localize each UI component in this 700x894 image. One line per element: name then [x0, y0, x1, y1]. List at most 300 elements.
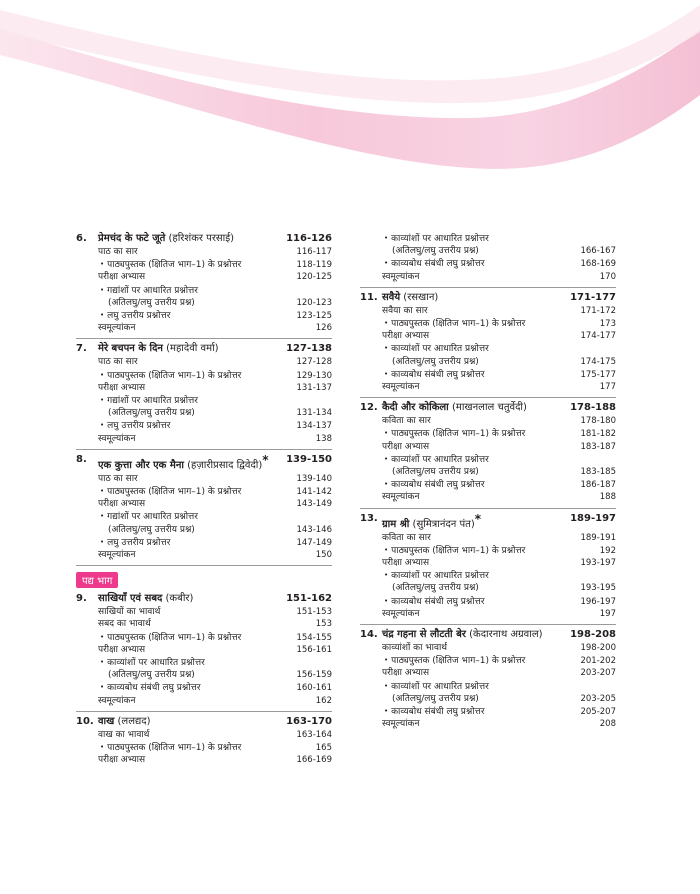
chapter-author: (हरिशंकर परसाई) [165, 233, 235, 244]
toc-entry-text [360, 569, 580, 594]
bullet-icon: • [100, 396, 105, 405]
toc-entry [76, 631, 332, 644]
toc-entry-label: लघु उत्तरीय प्रश्नोत्तर [107, 537, 171, 548]
toc-entry-page: 171-172 [580, 305, 616, 316]
bullet-icon: • [100, 487, 105, 496]
toc-entry [360, 667, 616, 679]
chapter-author: (हज़ारीप्रसाद द्विवेदी) [183, 459, 263, 471]
toc-entry-page: 143-146 [296, 524, 332, 535]
chapter-pages: 163-170 [286, 715, 332, 727]
toc-entry-text [76, 433, 316, 445]
bullet-icon: • [384, 681, 389, 690]
toc-entry-page: 201-202 [580, 656, 616, 667]
toc-entry-page: 205-207 [580, 707, 616, 718]
toc-entry-text [360, 427, 580, 440]
bullet-icon: • [384, 656, 389, 665]
toc-entry [76, 369, 332, 382]
toc-entry-page: 131-134 [296, 408, 332, 419]
toc-entry-page: 181-182 [580, 429, 616, 440]
chapter-12 [360, 398, 616, 508]
toc-right-column [360, 232, 616, 735]
toc-entry [360, 608, 616, 620]
chapter-title-text: वाख [98, 715, 115, 727]
bullet-icon: • [100, 658, 105, 667]
toc-entry-label: काव्यांशों पर आधारित प्रश्नोत्तर (अतिलघु/लघ उत्तरीय प्रश्न) [391, 454, 489, 478]
toc-entry [76, 681, 332, 694]
toc-entry [76, 606, 332, 618]
chapter-7 [76, 339, 332, 449]
chapter-13 [360, 509, 616, 625]
chapter-number: 10. [76, 715, 94, 727]
toc-entry-text [360, 608, 600, 620]
toc-entry-label: परीक्षा अभ्यास [382, 441, 430, 452]
toc-entry-page: 126 [315, 323, 332, 334]
bullet-icon: • [384, 545, 389, 554]
toc-entry-text [360, 305, 580, 317]
toc-entry-text [360, 271, 600, 283]
toc-entry-text [360, 667, 580, 679]
toc-entry-page: 134-137 [296, 421, 332, 432]
toc-entry [360, 427, 616, 440]
toc-entry-page: 166-167 [580, 246, 616, 257]
toc-entry-page: 139-140 [296, 473, 332, 484]
toc-entry-label: परीक्षा अभ्यास [98, 272, 146, 283]
toc-entry-text [360, 453, 580, 478]
toc-entry-label: पाठ्यपुस्तक (क्षितिज भाग–1) के प्रश्नोत्तर [107, 743, 242, 754]
toc-entry-page: 120-123 [296, 297, 332, 308]
toc-entry-text [76, 485, 296, 498]
toc-entry [76, 258, 332, 271]
toc-entry-text [360, 680, 580, 705]
toc-entry-label: लघु उत्तरीय प्रश्नोत्तर [107, 311, 171, 322]
toc-entry-label: काव्यबोध संबंधी लघु प्रश्नोत्तर [107, 683, 201, 694]
bullet-icon: • [384, 344, 389, 353]
toc-entry-label: काव्यांशों पर आधारित प्रश्नोत्तर (अतिलघु/लघु उत्तरीय प्रश्न) [391, 681, 489, 704]
chapter-number: 7. [76, 343, 87, 355]
toc-entry [360, 569, 616, 594]
toc-entry-label: परीक्षा अभ्यास [382, 558, 430, 569]
toc-entry-label: स्वमूल्यांकन [382, 719, 420, 730]
toc-entry-text [76, 258, 296, 271]
toc-entry-page: 143-149 [296, 499, 332, 510]
toc-entry-text [360, 595, 580, 608]
toc-entry-label: स्वमूल्यांकन [98, 323, 136, 334]
toc-entry-label: सवैया का सार [382, 305, 428, 316]
toc-entry-label: काव्यांशों पर आधारित प्रश्नोत्तर (अतिलघु/लघु उत्तरीय प्रश्न) [107, 658, 205, 681]
chapter-title-text: चंद्र गहना से लौटती बेर [382, 629, 466, 641]
toc-entry-page: 127-128 [296, 357, 332, 368]
chapter-heading [360, 628, 616, 642]
toc-entry-page: 208 [599, 719, 616, 730]
toc-entry-label: कविता का सार [382, 416, 431, 427]
toc-entry-page: 151-153 [296, 607, 332, 618]
toc-entry-text [76, 695, 316, 707]
toc-entry [360, 317, 616, 330]
toc-entry-label: पाठ्यपुस्तक (क्षितिज भाग–1) के प्रश्नोत्तर [391, 656, 526, 667]
toc-entry [360, 415, 616, 427]
toc-entry-label: काव्यांशों पर आधारित प्रश्नोत्तर (अतिलघु/लघु उत्तरीय प्रश्न) [391, 344, 489, 367]
toc-entry [360, 368, 616, 381]
toc-entry-page: 192 [599, 545, 616, 556]
toc-entry-page: 174-177 [580, 331, 616, 342]
toc-entry-page: 173 [599, 319, 616, 330]
chapter-title-text: मेरे बचपन के दिन [98, 343, 163, 355]
toc-entry-page: 131-137 [296, 382, 332, 393]
toc-entry [76, 618, 332, 630]
chapter-number: 11. [360, 291, 378, 303]
toc-entry-page: 168-169 [580, 259, 616, 270]
toc-entry-text [76, 741, 316, 754]
toc-entry [76, 754, 332, 766]
toc-entry-label: काव्यबोध संबंधी लघु प्रश्नोत्तर [391, 596, 485, 607]
chapter-heading [360, 291, 616, 305]
toc-entry-page: 170 [599, 271, 616, 282]
toc-entry-page: 166-169 [296, 755, 332, 766]
toc-entry-label: पाठ्यपुस्तक (क्षितिज भाग–1) के प्रश्नोत्तर [107, 370, 242, 381]
toc-entry-text [76, 246, 296, 258]
toc-entry-text [76, 754, 296, 766]
toc-entry-page: 129-130 [296, 370, 332, 381]
bullet-icon: • [100, 683, 105, 692]
chapter-heading [76, 592, 332, 606]
chapter-author: (रसखान) [400, 291, 439, 303]
toc-entry [360, 478, 616, 491]
toc-entry-page: 118-119 [296, 260, 332, 271]
toc-entry [360, 654, 616, 667]
toc-entry-text [76, 419, 296, 432]
toc-entry-text [76, 644, 296, 656]
toc-entry-label: पाठ्यपुस्तक (क्षितिज भाग–1) के प्रश्नोत्तर [107, 632, 242, 643]
toc-entry-page: 175-177 [580, 369, 616, 380]
toc-entry-page: 154-155 [296, 632, 332, 643]
chapter-author: (माखनलाल चतुर्वेदी) [448, 402, 527, 414]
toc-entry-text [360, 491, 600, 503]
toc-entry-label: काव्यांशों पर आधारित प्रश्नोत्तर (अतिलघु/लघु उत्तरीय प्रश्न) [391, 234, 489, 257]
chapter-title-text: प्रेमचंद के फटे जूते [98, 233, 166, 244]
chapter-number: 8. [76, 453, 87, 465]
toc-entry-label: गद्यांशों पर आधारित प्रश्नोत्तर (अतिलघु/लघु उत्तरीय प्रश्न) [107, 396, 198, 419]
toc-entry-label: पाठ का सार [98, 357, 138, 368]
toc-entry-label: स्वमूल्यांकन [382, 382, 420, 393]
toc-entry-label: काव्यांशों का भावार्थ [382, 643, 448, 654]
chapter-6 [76, 232, 332, 339]
toc-entry [76, 433, 332, 445]
toc-entry-text [360, 705, 580, 718]
toc-entry [76, 382, 332, 394]
toc-entry-page: 203-207 [580, 668, 616, 679]
chapter-14 [360, 625, 616, 734]
toc-entry-label: स्वमूल्यांकन [98, 695, 136, 706]
toc-entry-label: पाठ्यपुस्तक (क्षितिज भाग–1) के प्रश्नोत्तर [107, 487, 242, 498]
toc-entry-text [76, 656, 296, 681]
toc-entry-label: पाठ्यपुस्तक (क्षितिज भाग–1) के प्रश्नोत्तर [391, 429, 526, 440]
chapter-title [382, 291, 570, 305]
toc-entry-label: कविता का सार [382, 532, 431, 543]
toc-entry-label: लघु उत्तरीय प्रश्नोत्तर [107, 421, 171, 432]
toc-entry [76, 473, 332, 485]
toc-entry [360, 441, 616, 453]
toc-entry-label: गद्यांशों पर आधारित प्रश्नोत्तर (अतिलघु/लघु उत्तरीय प्रश्न) [107, 285, 198, 308]
toc-entry-label: स्वमूल्यांकन [382, 492, 420, 503]
toc-entry-page: 138 [315, 433, 332, 444]
toc-entry [360, 557, 616, 569]
toc-entry-text [76, 549, 316, 561]
toc-entry-page: 188 [599, 492, 616, 503]
toc-entry-text [76, 606, 296, 618]
toc-entry-label: स्वमूल्यांकन [98, 550, 136, 561]
chapter-title-text: ग्राम श्री [382, 518, 410, 530]
toc-entry-page: 116-117 [296, 247, 332, 257]
toc-entry [360, 453, 616, 478]
toc-entry [360, 342, 616, 367]
toc-entry [76, 322, 332, 334]
bullet-icon: • [384, 571, 389, 580]
toc-entry-text [360, 478, 580, 491]
toc-entry-text [360, 532, 580, 544]
toc-entry-page: 120-125 [296, 272, 332, 283]
toc-entry [360, 680, 616, 705]
toc-entry-text [76, 681, 296, 694]
toc-entry [360, 718, 616, 730]
chapter-title [382, 401, 570, 415]
toc-entry-page: 123-125 [296, 311, 332, 322]
toc-entry-text [76, 284, 296, 309]
toc-left-column [76, 232, 332, 771]
chapter-heading [76, 453, 332, 473]
toc-entry-text [76, 309, 296, 322]
section-label-poetry: पद्य भाग [76, 572, 118, 588]
chapter-8 [76, 450, 332, 566]
bullet-icon: • [100, 370, 105, 379]
toc-entry-text [76, 382, 296, 394]
toc-entry-page: 147-149 [296, 537, 332, 548]
toc-entry-label: गद्यांशों पर आधारित प्रश्नोत्तर (अतिलघु/लघु उत्तरीय प्रश्न) [107, 512, 198, 535]
toc-entry [76, 656, 332, 681]
chapter-heading [76, 342, 332, 356]
toc-entry-page: 153 [315, 619, 332, 630]
toc-entry [76, 644, 332, 656]
chapter-pages: 151-162 [286, 593, 332, 605]
bullet-icon: • [100, 421, 105, 430]
chapter-title [382, 512, 570, 532]
toc-entry-page: 160-161 [296, 683, 332, 694]
toc-entry-text [360, 257, 580, 270]
chapter-title [98, 342, 286, 356]
toc-entry-page: 183-187 [580, 441, 616, 452]
bullet-icon: • [100, 512, 105, 521]
toc-entry [360, 271, 616, 283]
chapter-title [98, 592, 286, 606]
chapter-author: (सुमित्रानंदन पंत) [409, 518, 475, 530]
chapter-title-text: एक कुत्ता और एक मैना [98, 459, 184, 471]
toc-entry [360, 491, 616, 503]
toc-entry [360, 330, 616, 342]
chapter-title-text: सवैये [382, 291, 401, 303]
toc-entry [360, 305, 616, 317]
toc-entry-label: काव्यांशों पर आधारित प्रश्नोत्तर (अतिलघु/लघु उत्तरीय प्रश्न) [391, 571, 489, 594]
toc-entry-text [76, 473, 296, 485]
chapter-heading [76, 715, 332, 729]
chapter-pages: 127-138 [286, 343, 332, 355]
toc-entry-text [360, 441, 580, 453]
toc-entry-label: वाख का भावार्थ [98, 729, 150, 740]
toc-entry [76, 729, 332, 741]
toc-entry-label: परीक्षा अभ्यास [98, 499, 146, 510]
toc-entry-page: 198-200 [580, 643, 616, 654]
toc-entry-text [76, 322, 316, 334]
chapter-9 [76, 592, 332, 712]
toc-entry-page: 156-159 [296, 670, 332, 681]
toc-entry [76, 510, 332, 535]
toc-entry [76, 271, 332, 283]
toc-entry-text [360, 330, 580, 342]
toc-entry [360, 544, 616, 557]
bullet-icon: • [100, 260, 105, 269]
toc-entry-label: परीक्षा अभ्यास [98, 755, 146, 766]
toc-entry [360, 232, 616, 257]
toc-entry-page: 193-197 [580, 558, 616, 569]
asterisk-mark: * [262, 452, 269, 467]
toc-entry-label: काव्यबोध संबंधी लघु प्रश्नोत्तर [391, 707, 485, 718]
chapter-heading [360, 401, 616, 415]
chapter-number: 14. [360, 629, 378, 641]
toc-entry-text [360, 232, 580, 257]
chapter-number: 13. [360, 512, 378, 524]
toc-entry-text [76, 369, 296, 382]
chapter-number: 9. [76, 593, 87, 605]
toc-entry [76, 394, 332, 419]
chapter-heading [76, 232, 332, 246]
chapter-number: 6. [76, 233, 87, 244]
toc-entry-text [76, 271, 296, 283]
toc-entry [76, 695, 332, 707]
toc-entry-label: पाठ्यपुस्तक (क्षितिज भाग–1) के प्रश्नोत्तर [391, 319, 526, 330]
bullet-icon: • [100, 632, 105, 641]
toc-entry-text [360, 654, 580, 667]
chapter-11 [360, 288, 616, 398]
toc-entry [76, 356, 332, 368]
toc-entry [360, 532, 616, 544]
toc-entry-label: सबद का भावार्थ [98, 619, 151, 630]
toc-entry [76, 419, 332, 432]
toc-entry [76, 284, 332, 309]
bullet-icon: • [384, 319, 389, 328]
toc-entry [360, 595, 616, 608]
chapter-title [98, 232, 286, 246]
bullet-icon: • [100, 285, 105, 294]
toc-entry-text [76, 498, 296, 510]
toc-entry-label: काव्यबोध संबंधी लघु प्रश्नोत्तर [391, 369, 485, 380]
chapter-pages: 171-177 [570, 291, 616, 303]
toc-entry-label: स्वमूल्यांकन [382, 271, 420, 282]
toc-entry-text [76, 510, 296, 535]
toc-entry [360, 381, 616, 393]
chapter-pages: 198-208 [570, 629, 616, 641]
bullet-icon: • [384, 259, 389, 268]
decorative-ribbon [0, 0, 700, 200]
bullet-icon: • [384, 429, 389, 438]
toc-entry-label: पाठ का सार [98, 473, 138, 484]
toc-entry [76, 498, 332, 510]
toc-entry-text [76, 618, 316, 630]
bullet-icon: • [384, 369, 389, 378]
chapter-title [98, 453, 286, 473]
toc-entry-text [360, 557, 580, 569]
bullet-icon: • [100, 311, 105, 320]
toc-entry-page: 165 [315, 743, 332, 754]
chapter-author: (महादेवी वर्मा) [162, 343, 219, 355]
toc-entry-text [360, 342, 580, 367]
toc-entry-page: 196-197 [580, 596, 616, 607]
chapter-pages: 178-188 [570, 402, 616, 414]
bullet-icon: • [100, 743, 105, 752]
toc-entry-label: पाठ्यपुस्तक (क्षितिज भाग–1) के प्रश्नोत्तर [107, 260, 242, 271]
toc-entry-page: 203-205 [580, 693, 616, 704]
toc-entry-label: स्वमूल्यांकन [382, 608, 420, 619]
toc-entry-text [360, 544, 600, 557]
toc-entry-text [360, 415, 580, 427]
chapter-number: 12. [360, 402, 378, 414]
toc-entry-label: पाठ्यपुस्तक (क्षितिज भाग–1) के प्रश्नोत्तर [391, 545, 526, 556]
toc-entry-label: परीक्षा अभ्यास [382, 331, 430, 342]
toc-entry [76, 536, 332, 549]
toc-entry-label: परीक्षा अभ्यास [98, 644, 146, 655]
toc-entry-text [360, 381, 600, 393]
toc-entry-text [76, 394, 296, 419]
chapter-author: (केदारनाथ अग्रवाल) [465, 629, 543, 641]
toc-entry-text [76, 631, 296, 644]
bullet-icon: • [384, 454, 389, 463]
toc-entry [76, 741, 332, 754]
bullet-icon: • [384, 707, 389, 716]
toc-entry-page: 178-180 [580, 416, 616, 427]
chapter-author: (ललद्यद) [114, 715, 151, 727]
toc-entry [360, 705, 616, 718]
chapter-title-text: कैदी और कोकिला [382, 402, 449, 414]
toc-entry-label: काव्यबोध संबंधी लघु प्रश्नोत्तर [391, 259, 485, 270]
chapter-author: (कबीर) [162, 593, 194, 605]
chapter-title [98, 715, 286, 729]
toc-entry [76, 309, 332, 322]
toc-entry-page: 156-161 [296, 644, 332, 655]
toc-entry-text [76, 356, 296, 368]
chapter-heading [360, 512, 616, 532]
toc-entry-page: 141-142 [296, 487, 332, 498]
toc-entry-text [360, 368, 580, 381]
chapter-continuation [360, 232, 616, 288]
bullet-icon: • [384, 596, 389, 605]
toc-entry-text [76, 536, 296, 549]
chapter-10 [76, 712, 332, 771]
toc-entry-page: 193-195 [580, 583, 616, 594]
toc-entry [360, 642, 616, 654]
chapter-pages: 116-126 [286, 233, 332, 244]
toc-entry [76, 485, 332, 498]
toc-entry-label: पाठ का सार [98, 247, 138, 257]
toc-entry [76, 549, 332, 561]
chapter-pages: 189-197 [570, 512, 616, 524]
toc-entry-label: परीक्षा अभ्यास [98, 382, 146, 393]
chapter-title-text: साखियाँ एवं सबद [98, 593, 163, 605]
bullet-icon: • [100, 537, 105, 546]
toc-entry-label: साखियों का भावार्थ [98, 607, 161, 618]
toc-entry-page: 150 [315, 550, 332, 561]
toc-entry-label: स्वमूल्यांकन [98, 433, 136, 444]
toc-entry-label: परीक्षा अभ्यास [382, 668, 430, 679]
toc-entry-label: काव्यबोध संबंधी लघु प्रश्नोत्तर [391, 480, 485, 491]
toc-entry-page: 174-175 [580, 356, 616, 367]
toc-entry-page: 186-187 [580, 480, 616, 491]
